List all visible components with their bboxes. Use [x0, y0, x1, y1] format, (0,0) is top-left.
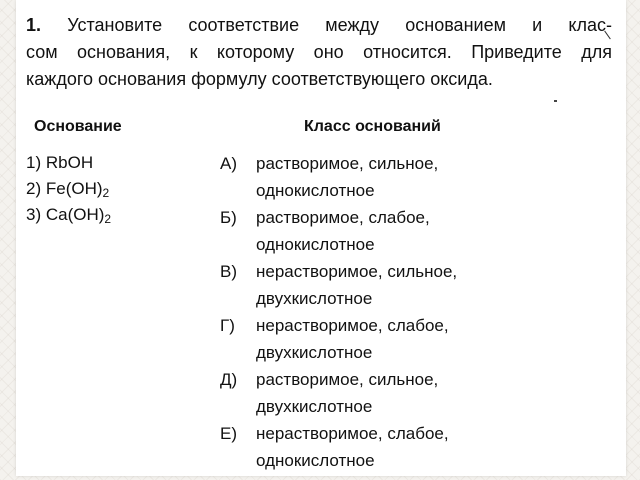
class-option-e: [220, 420, 620, 474]
base-formula: Ca(OH): [45, 205, 105, 224]
base-subscript: 2: [102, 186, 110, 200]
task-text: [26, 12, 612, 93]
task-number: 1.: [26, 15, 42, 35]
task-line-2: сом основания, к которому оно относится. Приведите для: [26, 42, 612, 62]
class-option-v: [220, 258, 620, 312]
class-line-1: нерастворимое, сильное,: [256, 262, 458, 281]
class-letter: Е): [220, 424, 237, 443]
classes-list: [220, 150, 620, 474]
class-option-b: [220, 204, 620, 258]
bases-list: [26, 150, 111, 228]
class-letter: Б): [220, 208, 237, 227]
class-line-1: растворимое, сильное,: [256, 154, 439, 173]
class-line-2: однокислотное: [256, 235, 375, 254]
base-formula: Fe(OH): [45, 179, 103, 198]
base-item-1: [26, 150, 111, 176]
base-formula: RbOH: [45, 153, 94, 172]
class-line-2: однокислотное: [256, 451, 375, 470]
class-option-d: [220, 366, 620, 420]
class-line-1: нерастворимое, слабое,: [256, 424, 449, 443]
task-line-1: [26, 12, 612, 39]
document-page: [16, 0, 626, 476]
base-index: 1): [26, 153, 42, 172]
base-subscript: 2: [104, 212, 112, 226]
task-line-3: каждого основания формулу соответствующего оксида.: [26, 69, 493, 89]
class-line-1: растворимое, сильное,: [256, 370, 439, 389]
class-option-a: [220, 150, 620, 204]
class-line-2: двухкислотное: [256, 289, 373, 308]
scan-dot: [554, 100, 557, 102]
class-line-1: растворимое, слабое,: [256, 208, 430, 227]
base-index: 3): [26, 205, 42, 224]
task-line-1-text: Установите соответствие между основанием и клас-: [67, 15, 612, 35]
class-line-2: двухкислотное: [256, 397, 373, 416]
base-item-2: [26, 176, 111, 202]
class-line-2: двухкислотное: [256, 343, 373, 362]
class-line-2: однокислотное: [256, 181, 375, 200]
class-letter: А): [220, 154, 237, 173]
base-index: 2): [26, 179, 42, 198]
class-line-1: нерастворимое, слабое,: [256, 316, 449, 335]
class-option-g: [220, 312, 620, 366]
class-letter: Д): [220, 370, 238, 389]
base-item-3: [26, 202, 111, 228]
classes-header: Класс оснований: [304, 118, 441, 135]
bases-header: Основание: [34, 118, 122, 135]
class-letter: Г): [220, 316, 235, 335]
class-letter: В): [220, 262, 237, 281]
